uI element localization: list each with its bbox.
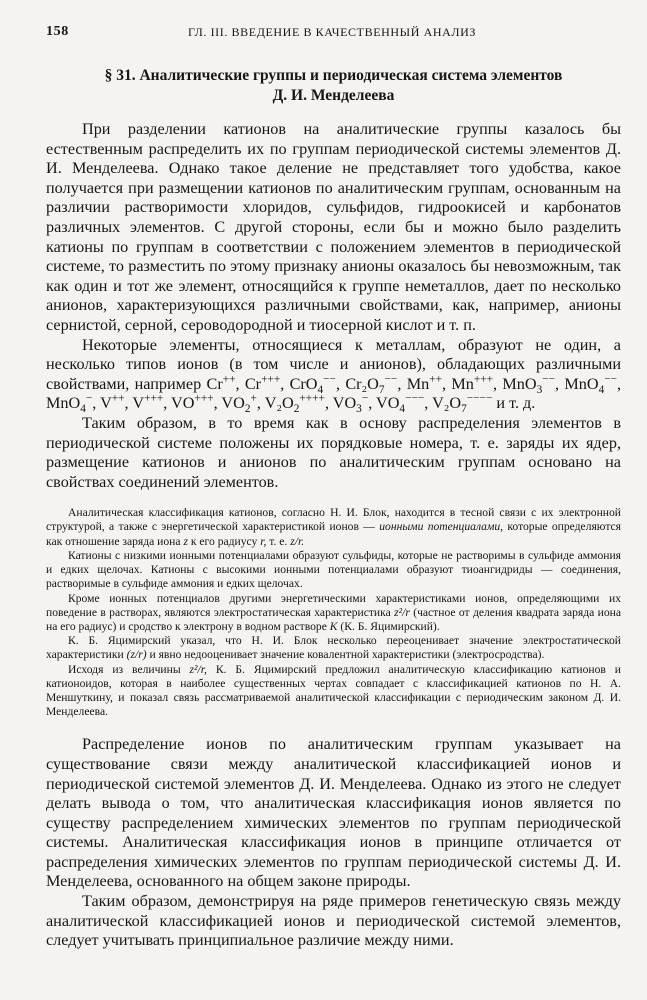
paragraph-3: Таким образом, в то время как в основу распределения элементов в периодической системе положены их порядковые номера, т. е. заряды их ядер, размещение катионов и анионов по аналитическим группам основано на свойствах соединений элементов. bbox=[46, 413, 621, 491]
small-text: и явно недооценивает значение ковалентной характеристики (электросродства). bbox=[149, 648, 545, 662]
small-text: К. Б. Яцимирский указал, что Н. И. Блок несколько переоценивает значение электростатической характеристики bbox=[46, 634, 621, 662]
ion-base: V₂O bbox=[264, 394, 294, 413]
small-paragraph-5 bbox=[46, 663, 621, 720]
ion-base: V₂O bbox=[432, 394, 462, 413]
small-text: Кроме ионных потенциалов другими энергетическими характеристиками ионов, определяющими их поведение в растворах, являются электростатическая характеристика bbox=[46, 591, 621, 619]
ion-formula bbox=[451, 375, 493, 393]
paragraph-2-text: Некоторые элементы, относящиеся к металлам, образуют не один, а несколько типов ионов (в том числе и анионов), обладающих различными свойствами, например bbox=[46, 335, 621, 393]
paragraph-2 bbox=[46, 336, 621, 414]
italic-term: ионными потенциалами, bbox=[379, 520, 504, 534]
ion-formula bbox=[407, 375, 442, 393]
italic-symbol: z²/r bbox=[394, 605, 410, 619]
ion-charge: ++ bbox=[222, 373, 236, 386]
ion-charge: −− bbox=[542, 373, 556, 386]
ion-subscript: 4 bbox=[80, 403, 86, 416]
ion-formula bbox=[332, 392, 369, 416]
ion-formula bbox=[502, 373, 556, 396]
ion-formula bbox=[171, 394, 214, 412]
ion-base: MnO bbox=[564, 374, 599, 393]
ion-charge: − bbox=[85, 392, 93, 405]
ion-formula bbox=[245, 375, 280, 393]
ion-formula bbox=[100, 394, 124, 412]
ion-base: V bbox=[100, 394, 112, 413]
small-paragraph-1 bbox=[46, 506, 621, 549]
ion-charge: + bbox=[250, 392, 257, 405]
ion-base: MnO bbox=[502, 374, 537, 393]
small-paragraph-2: Катионы с низкими ионными потенциалами образуют сульфиды, которые не растворимы в сульфиде аммония и едких щелочах. Катионы с высокими ионными потенциалами образуют тиоангидриды — соединения, растворимые в сульфиде аммония и едких щелочах. bbox=[46, 548, 621, 591]
ion-base: CrO bbox=[289, 374, 318, 393]
small-text: Аналитическая классификация катионов, согласно Н. И. Блок, находится в тесной связи с их электронной структурой, а также с энергетической характеристикой ионов — bbox=[46, 506, 621, 534]
ion-formula bbox=[289, 373, 336, 396]
small-text: (частное от деления квадрата заряда иона на его радиус) и сродство к электрону в водном растворе bbox=[46, 605, 621, 633]
ion-base: VO bbox=[171, 394, 195, 413]
italic-symbol: z bbox=[183, 534, 188, 548]
paragraph-1: При разделении катионов на аналитические группы казалось бы естественным распределить их по группам периодической системы элементов Д. И. Менделеева. Однако такое деление не представляет того удобства, какое получается при размещении катионов по аналитическим группам, основанным на различии растворимости хлоридов, сульфидов, гидроокисей и карбонатов различных элементов. С другой стороны, если бы и можно было разделить катионы по группам в соответствии с положением элементов в периодической системе, то разместить по этому признаку анионы оказалось бы невозможным, так как один и тот же элемент, относящийся к группе неметаллов, дает по несколько анионов, характеризующихся различными свойствами, как, например, анионы сернистой, серной, сероводородной и тиосерной кислот и т. п. bbox=[46, 120, 621, 334]
ion-charge: −−− bbox=[405, 392, 425, 405]
small-text: (К. Б. Яцимирский). bbox=[340, 619, 440, 633]
ion-charge: +++ bbox=[194, 392, 214, 405]
small-text: К. Б. Яцимирский предложил аналитическую классификацию катионов и катионоидов, которая в наиболее существенных чертах совпадает с классификацией катионов по Н. А. Меншуткину, и показал связь рассматриваемой аналитической классификации с периодическим законом Д. И. Менделеева. bbox=[46, 662, 621, 719]
page-number: 158 bbox=[46, 24, 69, 39]
ion-formula bbox=[132, 394, 163, 412]
ion-formula bbox=[376, 392, 425, 416]
ion-subscript: 4 bbox=[399, 403, 406, 416]
ion-subscript: 7 bbox=[461, 403, 467, 416]
ion-formula-list: Cr++, Cr+++, CrO$_4$−−, $Cr_2O_7^{--}$, Mn++, Mn+++, MnO$_3$−−, MnO$_4$−−, MnO$_4$−, V++, V+++, VO+++, $VO_2^+$, $V_2O_2^{++++}$, $VO_3^-$, $VO_4^{---}$, $V_2O_7^{----}$ bbox=[46, 373, 622, 416]
ion-charge: ++ bbox=[429, 373, 442, 386]
running-title: ГЛ. III. ВВЕДЕНИЕ В КАЧЕСТВЕННЫЙ АНАЛИЗ bbox=[188, 25, 477, 39]
small-text: т. е. bbox=[269, 534, 288, 548]
ion-charge: +++ bbox=[144, 392, 164, 405]
small-paragraph-4 bbox=[46, 634, 621, 662]
italic-symbol: r, bbox=[260, 534, 267, 548]
small-text: которые определяются как отношение заряда иона bbox=[46, 520, 622, 548]
ion-charge: +++ bbox=[473, 373, 494, 386]
ion-base: MnO bbox=[46, 394, 81, 413]
small-print-block bbox=[46, 506, 621, 719]
ion-base: Mn bbox=[406, 374, 430, 393]
ion-formula bbox=[264, 392, 325, 416]
ion-base: VO bbox=[376, 394, 400, 413]
ion-formula bbox=[564, 373, 618, 396]
paragraph-9: Таким образом, демонстрируя на ряде примеров генетическую связь между аналитической классификацией ионов и периодической системой элементов, следует учитывать принципиальное различие между ними. bbox=[46, 892, 621, 950]
ion-subscript: 3 bbox=[536, 383, 543, 396]
running-header bbox=[46, 22, 621, 44]
italic-symbol: K bbox=[329, 619, 338, 633]
small-paragraph-3 bbox=[46, 592, 621, 635]
ion-formula bbox=[46, 392, 93, 416]
ion-formula bbox=[345, 373, 398, 396]
italic-symbol: (z/r) bbox=[126, 648, 147, 662]
ion-charge: −− bbox=[384, 373, 398, 386]
ion-charge: − bbox=[361, 392, 369, 405]
section-title bbox=[46, 66, 621, 106]
ion-charge: ++ bbox=[111, 392, 125, 405]
small-text: к его радиусу bbox=[190, 534, 258, 548]
ion-subscript: 2 bbox=[244, 403, 251, 416]
ion-base: Cr₂O bbox=[345, 374, 379, 393]
paragraph-2-end: и т. д. bbox=[496, 394, 536, 413]
ion-base: Mn bbox=[451, 374, 474, 393]
ion-formula bbox=[221, 392, 257, 416]
ion-formula bbox=[432, 392, 493, 416]
ion-charge: ++++ bbox=[299, 392, 325, 405]
ion-formula bbox=[207, 375, 236, 393]
section-title-line-2: Д. И. Менделеева bbox=[272, 87, 395, 104]
ion-charge: −−−− bbox=[466, 392, 493, 405]
ion-subscript: 4 bbox=[598, 383, 605, 396]
ion-subscript: 2 bbox=[293, 403, 300, 416]
ion-base: V bbox=[132, 394, 145, 413]
ion-charge: −− bbox=[604, 373, 618, 386]
ion-base: Cr bbox=[244, 374, 262, 393]
ion-charge: +++ bbox=[261, 373, 281, 386]
ion-base: VO bbox=[221, 394, 245, 413]
paragraph-8: Распределение ионов по аналитическим группам указывает на существование связи между аналитической классификацией ионов и периодической системой элементов Д. И. Менделеева. Однако из этого не следует делать вывода о том, что аналитическая классификация ионов является по существу распределением химических элементов по группам периодической системы. Аналитическая классификация ионов в принципе отличается от распределения химических элементов по группам периодической системы Д. И. Менделеева, основанного на общем законе природы. bbox=[46, 735, 621, 891]
section-title-line-1: § 31. Аналитические группы и периодическая система элементов bbox=[104, 67, 563, 84]
small-text: Исходя из величины bbox=[68, 662, 181, 676]
ion-charge: −− bbox=[323, 373, 336, 386]
ion-base: VO bbox=[332, 394, 357, 413]
ion-subscript: 3 bbox=[356, 403, 362, 416]
ion-subscript: 7 bbox=[378, 383, 385, 396]
italic-symbol: z/r. bbox=[290, 534, 305, 548]
ion-subscript: 4 bbox=[317, 383, 324, 396]
ion-base: Cr bbox=[206, 374, 223, 393]
italic-symbol: z²/r, bbox=[189, 662, 207, 676]
